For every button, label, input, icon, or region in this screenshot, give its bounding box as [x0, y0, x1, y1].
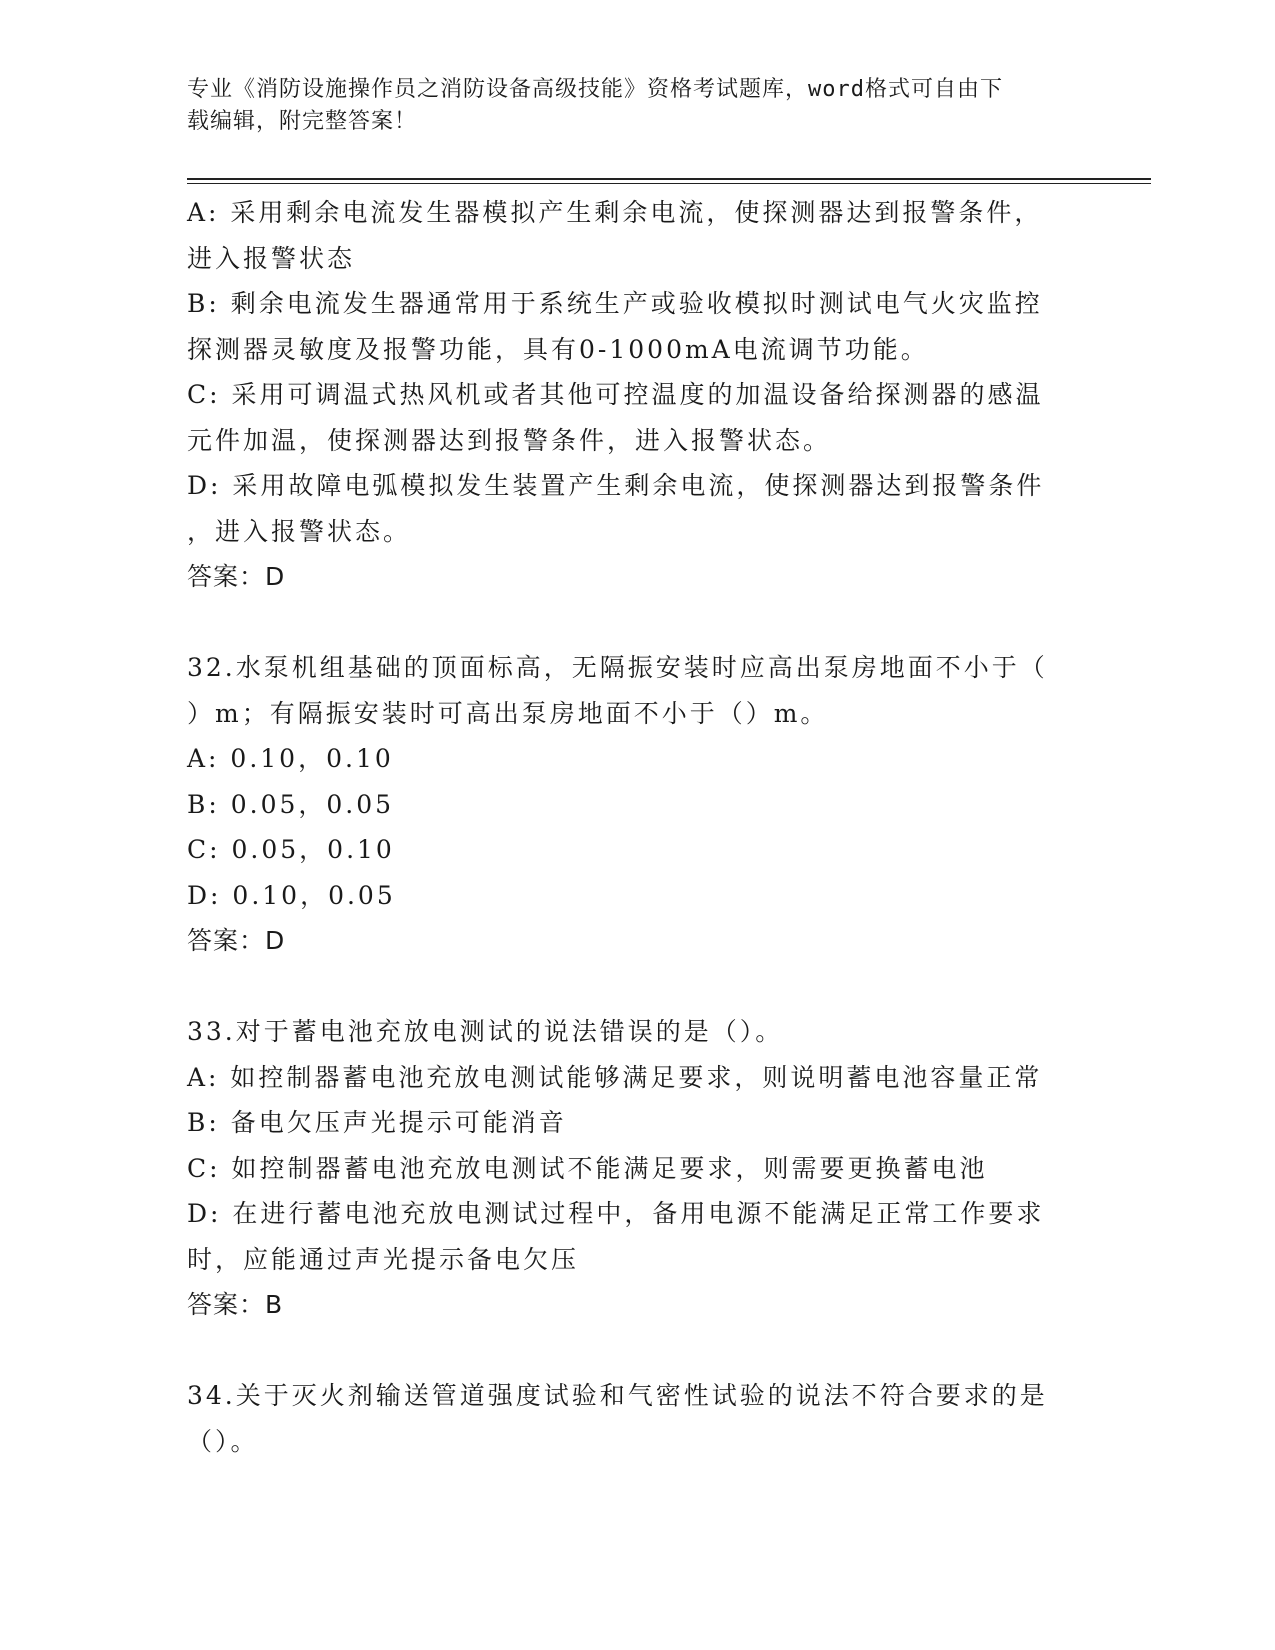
- option-b-line-2: 探测器灵敏度及报警功能，具有0-1000mA电流调节功能。: [187, 334, 929, 364]
- option-d-line-1: D: 在进行蓄电池充放电测试过程中，备用电源不能满足正常工作要求: [187, 1199, 1045, 1228]
- option-b-line-1: B: 剩余电流发生器通常用于系统生产或验收模拟时测试电气火灾监控: [187, 289, 1043, 318]
- header-divider-thick: [187, 178, 1151, 180]
- answer-31: 答案：D: [187, 562, 286, 591]
- header-line-2: 载编辑，附完整答案！: [187, 109, 418, 134]
- spacer: [187, 1328, 1087, 1374]
- document-header: [187, 74, 1067, 138]
- question-stem-line-2: ）m；有隔振安装时可高出泵房地面不小于（）m。: [187, 698, 829, 728]
- question-32: [187, 645, 1087, 964]
- answer-32: 答案：D: [187, 926, 286, 955]
- option-c-line-1: C: 采用可调温式热风机或者其他可控温度的加温设备给探测器的感温: [187, 380, 1044, 409]
- question-33: [187, 1009, 1087, 1328]
- option-b: B: 备电欠压声光提示可能消音: [187, 1108, 567, 1137]
- header-line-1: 专业《消防设施操作员之消防设备高级技能》资格考试题库，word格式可自由下: [187, 77, 1003, 102]
- option-c-line-2: 元件加温，使探测器达到报警条件，进入报警状态。: [187, 425, 832, 455]
- answer-33: 答案：B: [187, 1290, 284, 1319]
- header-divider-thin: [187, 183, 1151, 184]
- option-c: C: 0.05，0.10: [187, 835, 395, 864]
- option-c: C: 如控制器蓄电池充放电测试不能满足要求，则需要更换蓄电池: [187, 1153, 988, 1183]
- question-31: [187, 190, 1087, 600]
- question-stem-line-1: 34.关于灭火剂输送管道强度试验和气密性试验的说法不符合要求的是: [187, 1381, 1048, 1410]
- option-a-line-1: A: 采用剩余电流发生器模拟产生剩余电流，使探测器达到报警条件，: [187, 198, 1043, 227]
- question-stem: 33.对于蓄电池充放电测试的说法错误的是（）。: [187, 1017, 784, 1046]
- question-list: [187, 190, 1087, 1464]
- question-34: [187, 1373, 1087, 1464]
- option-d-line-2: 时，应能通过声光提示备电欠压: [187, 1244, 580, 1274]
- option-a: A: 0.10，0.10: [187, 744, 394, 773]
- option-a: A: 如控制器蓄电池充放电测试能够满足要求，则说明蓄电池容量正常: [187, 1062, 1043, 1092]
- option-a-line-2: 进入报警状态: [187, 243, 356, 273]
- option-d-line-1: D: 采用故障电弧模拟发生装置产生剩余电流，使探测器达到报警条件: [187, 471, 1045, 500]
- option-d-line-2: ，进入报警状态。: [187, 516, 412, 546]
- question-stem-line-2: （）。: [187, 1426, 259, 1456]
- question-stem-line-1: 32.水泵机组基础的顶面标高，无隔振安装时应高出泵房地面不小于（: [187, 653, 1048, 682]
- option-b: B: 0.05，0.05: [187, 789, 395, 819]
- option-d: D: 0.10，0.05: [187, 880, 396, 910]
- spacer: [187, 964, 1087, 1010]
- spacer: [187, 600, 1087, 646]
